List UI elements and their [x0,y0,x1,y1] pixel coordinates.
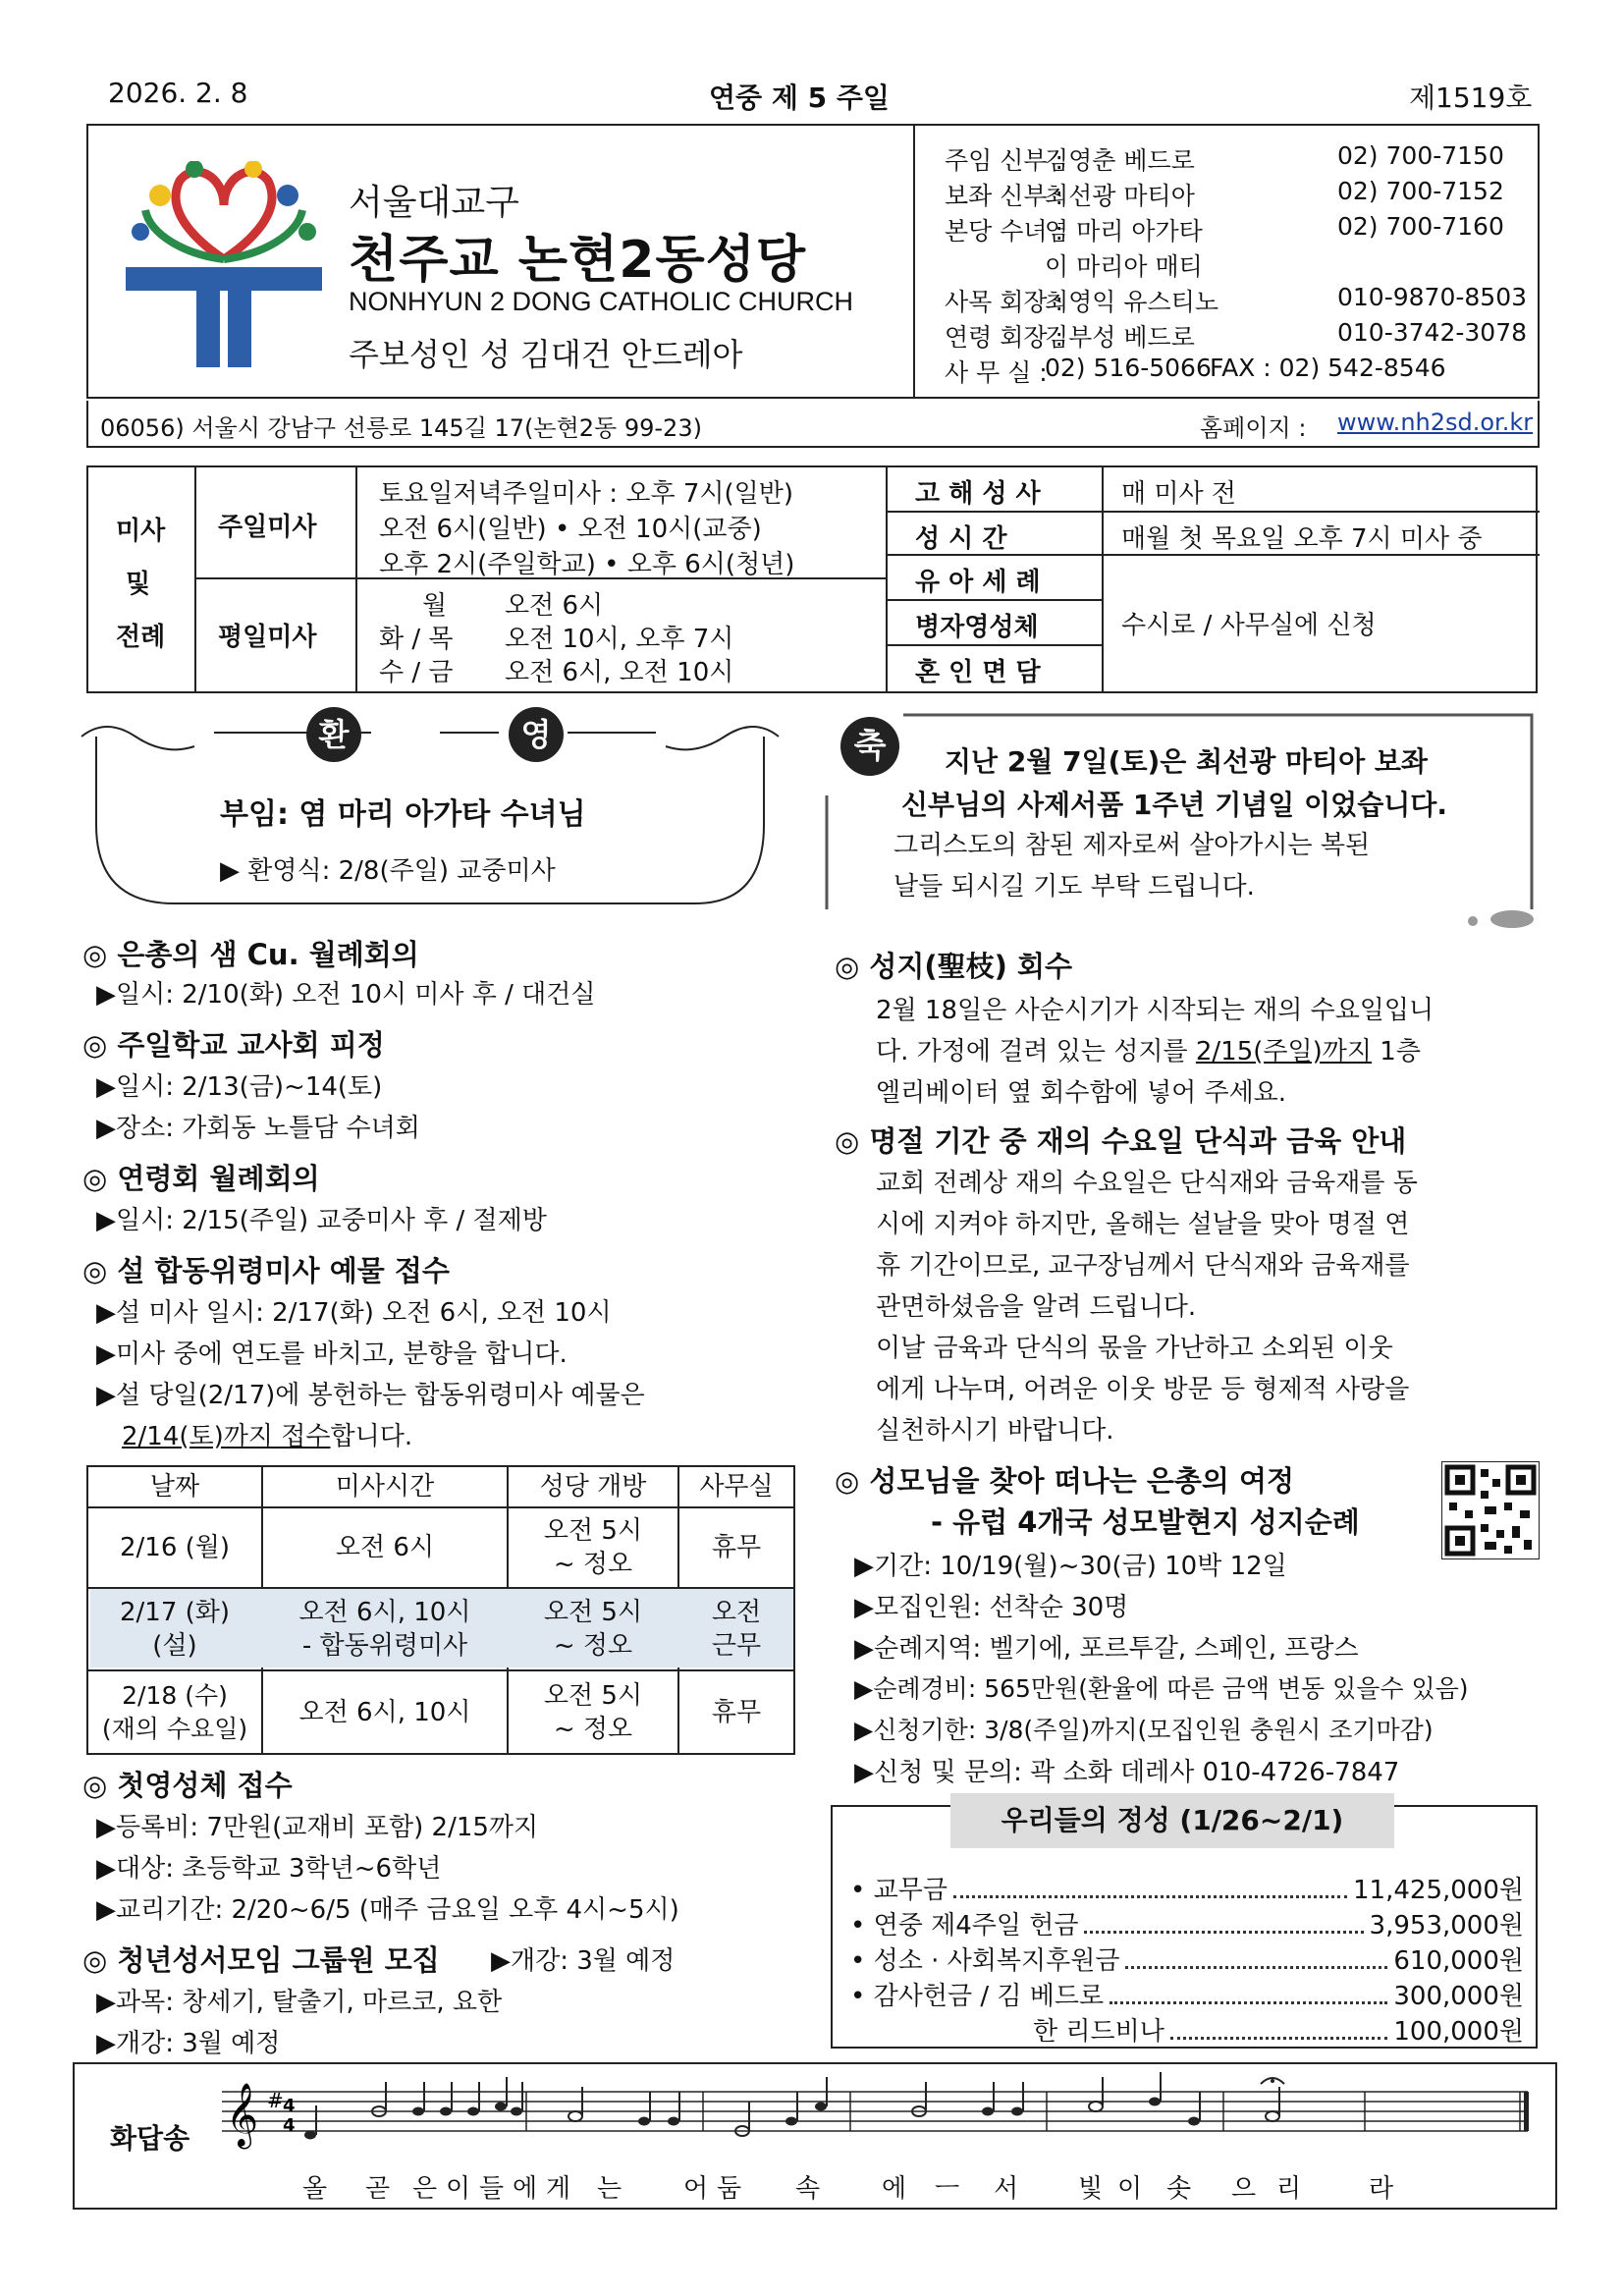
music-staff [222,2072,1624,2180]
section-title: ◎ 청년성서모임 그룹원 모집 [82,1943,440,1977]
issue-number: 제1519호 [1409,82,1533,114]
lyric-syllable: 서 [994,2174,1019,2204]
section-line: ▶등록비: 7만원(교재비 포함) 2/15까지 [96,1813,539,1842]
section-line: ▶설 당일(2/17)에 봉헌하는 합동위령미사 예물은 [96,1381,645,1410]
weekday-time: 오전 10시, 오후 7시 [505,625,734,654]
table-cell: 오전 근무 [711,1598,762,1661]
mass-category: 및 [126,570,151,599]
responsorial-psalm [73,2062,1557,2210]
svg-text:4: 4 [283,2115,296,2136]
table-header: 미사시간 [335,1472,435,1502]
church-name: 천주교 논현2동성당 [349,231,807,290]
section-title: ◎ 첫영성체 접수 [82,1769,293,1802]
lyric-syllable: 라 [1369,2174,1394,2204]
offering-row: • 연중 제4주일 헌금 3,953,000원 [850,1905,1524,1941]
section-line: ▶개강: 3월 예정 [96,2029,281,2058]
mass-schedule-table [86,465,1538,693]
table-header: 사무실 [699,1472,774,1502]
homepage-label: 홈페이지 : [1200,414,1307,442]
qr-code[interactable] [1441,1461,1540,1559]
table-cell: 2/18 (수) (재의 수요일) [101,1681,248,1743]
lyric-syllable: 둠 [717,2174,742,2204]
sacrament-label: 혼 인 면 담 [915,658,1041,687]
offering-row: 한 리드비나 100,000원 [1033,2011,1524,2048]
mass-category: 전례 [116,623,166,652]
weekday-mass-label: 평일미사 [218,623,317,652]
section-line: ▶신청기한: 3/8(주일)까지(모집인원 충원시 조기마감) [854,1716,1434,1744]
lyric-syllable: 으 [1231,2174,1257,2204]
section-line: ▶모집인원: 선착순 30명 [854,1593,1129,1622]
table-cell: 오전 5시 ~ 정오 [543,1681,643,1744]
section-line: 2월 18일은 사순시기가 시작되는 재의 수요일입니 [876,996,1435,1025]
sacrament-value: 매 미사 전 [1121,479,1236,509]
section-line: ▶교리기간: 2/20~6/5 (매주 금요일 오후 4시~5시) [96,1895,679,1925]
section-line: 시에 지켜야 하지만, 올해는 설날을 맞아 명절 연 [876,1210,1410,1239]
offering-row: • 교무금 11,425,000원 [850,1870,1524,1906]
address: 06056) 서울시 강남구 선릉로 145길 17(논현2동 99-23) [100,414,702,442]
patron-saint: 주보성인 성 김대건 안드레아 [349,336,743,373]
sacrament-label: 성 시 간 [915,524,1007,554]
table-cell: 휴무 [711,1698,762,1727]
section-title: ◎ 성지(聖枝) 회수 [835,950,1073,983]
lyric-syllable: 에 [513,2174,538,2204]
section-line: 2/14(토)까지 접수합니다. [122,1422,413,1451]
celebration-text: 그리스도의 참된 제자로써 살아가시는 복된 [893,831,1371,860]
section-line: 이날 금육과 단식의 몫을 가난하고 소외된 이웃 [876,1334,1393,1363]
issue-date: 2026. 2. 8 [108,77,248,109]
lyric-syllable: 리 [1276,2174,1302,2204]
section-line: 관면하셨음을 알려 드립니다. [876,1292,1197,1322]
section-title: ◎ 주일학교 교사회 피정 [82,1028,385,1062]
section-title: ◎ 은총의 샘 Cu. 월례회의 [82,938,419,971]
lyric-syllable: 솟 [1166,2174,1192,2204]
section-line: ▶일시: 2/10(화) 오전 10시 미사 후 / 대건실 [96,980,596,1010]
table-cell: 오전 6시, 10시 - 합동위령미사 [298,1598,471,1661]
weekday-day: 월 [422,591,448,621]
lyric-syllable: 는 [597,2174,623,2204]
mass-category: 미사 [116,517,166,546]
lyric-syllable: 속 [795,2174,821,2204]
svg-text:𝄞: 𝄞 [226,2083,259,2147]
weekday-time: 오전 6시 [505,591,604,621]
celebration-text: 날들 되시길 기도 부탁 드립니다. [893,872,1255,902]
weekday-day: 화 / 목 [379,625,454,654]
lyric-syllable: 이 [1117,2174,1143,2204]
sunday-mass-label: 주일미사 [218,513,317,542]
section-subtitle: - 유럽 4개국 성모발현지 성지순례 [931,1505,1360,1539]
offering-row: • 성소 · 사회복지후원금 610,000원 [850,1941,1524,1977]
welcome-box [77,707,784,923]
welcome-badge: 영 [509,707,564,762]
sacrament-label: 병자영성체 [915,613,1039,642]
celebration-badge: 축 [840,717,899,776]
section-line: 교회 전례상 재의 수요일은 단식재와 금육재를 동 [876,1169,1418,1198]
welcome-detail: ▶ 환영식: 2/8(주일) 교중미사 [220,856,556,886]
offering-title: 우리들의 정성 (1/26~2/1) [950,1793,1394,1848]
lyric-syllable: 에 [882,2174,907,2204]
church-header: 서울대교구 천주교 논현2동성당 NONHYUN 2 DONG CATHOLIC CHURCH 주보성인 성 김대건 안드레아 주임 신부 : 김영춘 베드로 02) 700-7150 보좌 신부 : 최선광 마티아 02) 700-7152 본당 수녀 : 염 마리 아가타 02) 700-7160 이 마리아 매티 사목 회장 : 최영익 유스티노 010-9870-8503 연령 회장 : 김부성 베드로 010-3742-3078 사 무 실 : 02) 516-5066 FAX : 02) 542-8546 [86,124,1540,399]
hymn-lyrics [302,2168,1481,2202]
celebration-box [825,713,1540,941]
sunday-mass-time: 토요일저녁주일미사 : 오후 7시(일반) [379,479,794,509]
table-header: 성당 개방 [539,1472,647,1502]
new-year-schedule-table [86,1465,795,1755]
welcome-badge: 환 [306,707,361,762]
section-line: ▶일시: 2/13(금)~14(토) [96,1072,383,1102]
section-line: ▶과목: 창세기, 탈출기, 마르코, 요한 [96,1988,503,2017]
section-line: ▶순례지역: 벨기에, 포르투갈, 스페인, 프랑스 [854,1634,1359,1664]
section-title: ◎ 연령회 월례회의 [82,1162,320,1195]
section-line: ▶순례경비: 565만원(환율에 따른 금액 변동 있을수 있음) [854,1674,1469,1703]
sacrament-value: 매월 첫 목요일 오후 7시 미사 중 [1121,524,1483,554]
svg-text:#: # [267,2089,284,2112]
diocese-name: 서울대교구 [349,183,519,223]
lyric-syllable: 게 [546,2174,571,2204]
lyric-syllable: ㅡ [935,2174,960,2204]
celebration-text: 지난 2월 7일(토)은 최선광 마티아 보좌 [945,745,1428,778]
sacrament-label: 고 해 성 사 [915,479,1041,509]
section-line: ▶대상: 초등학교 3학년~6학년 [96,1854,442,1884]
section-line: ▶개강: 3월 예정 [491,1946,676,1976]
section-line: 에게 나누며, 어려운 이웃 방문 등 형제적 사랑을 [876,1375,1410,1404]
lyric-syllable: 들 [479,2174,505,2204]
section-line: ▶기간: 10/19(월)~30(금) 10박 12일 [854,1552,1287,1581]
weekday-time: 오전 6시, 오전 10시 [505,658,734,687]
section-title: ◎ 명절 기간 중 재의 수요일 단식과 금육 안내 [835,1124,1407,1158]
top-bar [98,77,1551,116]
section-line: ▶미사 중에 연도를 바치고, 분향을 합니다. [96,1339,568,1369]
table-cell: 2/16 (월) [119,1533,231,1562]
section-line: ▶장소: 가회동 노틀담 수녀회 [96,1114,420,1143]
table-cell: 오전 6시, 10시 [298,1698,471,1727]
section-title: ◎ 성모님을 찾아 떠나는 은총의 여정 [835,1464,1294,1498]
sacrament-label: 유 아 세 례 [915,568,1041,597]
lyric-syllable: 어 [683,2174,709,2204]
lyric-syllable: 곧 [365,2174,391,2204]
lyric-syllable: 이 [446,2174,471,2204]
church-name-en: NONHYUN 2 DONG CATHOLIC CHURCH [349,287,854,316]
sacrament-value: 수시로 / 사무실에 신청 [1121,611,1377,640]
section-line: 휴 기간이므로, 교구장님께서 단식재와 금육재를 [876,1251,1410,1281]
section-line: 실천하시기 바랍니다. [876,1416,1114,1446]
lyric-syllable: 빛 [1078,2174,1104,2204]
table-cell: 휴무 [711,1533,762,1562]
section-title: ◎ 설 합동위령미사 예물 접수 [82,1254,450,1287]
section-line: 엘리베이터 옆 회수함에 넣어 주세요. [876,1078,1287,1108]
lyric-syllable: 은 [412,2174,438,2204]
table-header: 날짜 [149,1472,200,1502]
sunday-mass-time: 오후 2시(주일학교) • 오후 6시(청년) [379,550,795,579]
section-line: ▶일시: 2/15(주일) 교중미사 후 / 절제방 [96,1206,547,1235]
homepage-link[interactable]: www.nh2sd.or.kr [1337,409,1534,436]
lyric-syllable: 올 [302,2174,328,2204]
table-cell: 오전 6시 [335,1533,435,1562]
offering-row: • 감사헌금 / 김 베드로 300,000원 [850,1976,1524,2012]
table-cell: 오전 5시 ~ 정오 [543,1516,643,1579]
table-cell: 오전 5시 ~ 정오 [543,1598,643,1661]
welcome-title: 부임: 염 마리 아가타 수녀님 [220,797,586,832]
section-line: ▶설 미사 일시: 2/17(화) 오전 6시, 오전 10시 [96,1298,612,1328]
table-cell: 2/17 (화) (설) [119,1598,231,1661]
section-line: ▶신청 및 문의: 곽 소화 데레사 010-4726-7847 [854,1758,1400,1787]
hymn-label: 화답송 [110,2122,190,2155]
weekday-day: 수 / 금 [379,658,454,687]
section-line: 다. 가정에 걸려 있는 성지를 2/15(주일)까지 1층 [876,1037,1421,1066]
church-logo [126,161,361,367]
address-bar [86,401,1540,448]
liturgical-week: 연중 제 5 주일 [709,82,890,114]
celebration-text: 신부님의 사제서품 1주년 기념일 이었습니다. [901,789,1447,821]
svg-text:4: 4 [283,2096,296,2116]
sunday-mass-time: 오전 6시(일반) • 오전 10시(교중) [379,515,762,544]
